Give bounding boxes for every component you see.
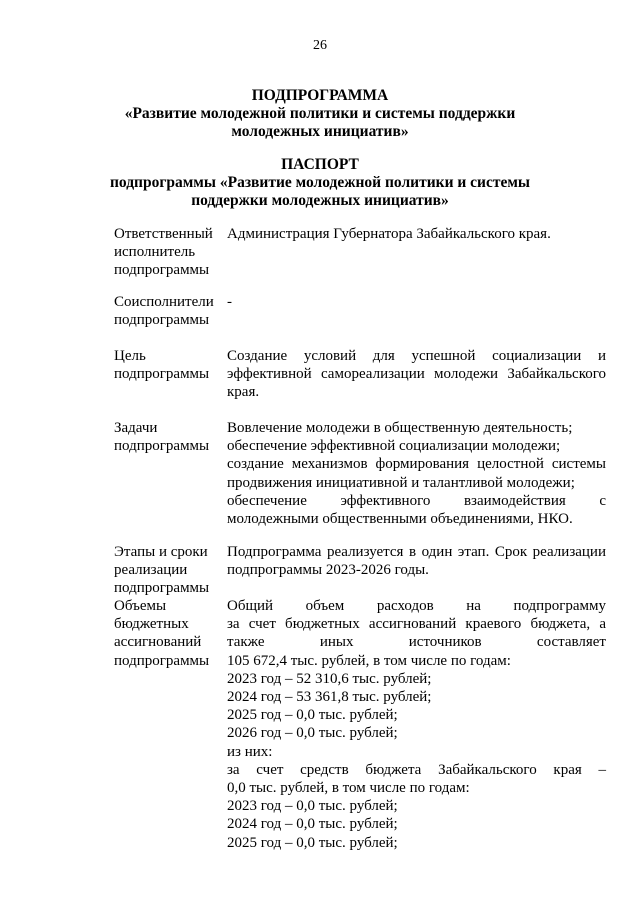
passport-table	[114, 225, 606, 852]
row-label	[114, 597, 227, 670]
row-label	[114, 419, 227, 455]
passport-row-budget	[114, 597, 606, 852]
row-label-line: реализации	[114, 562, 188, 579]
row-value-line: обеспечение эффективной социализации молодежи;	[227, 438, 561, 455]
row-value-line: Подпрограмма реализуется в один этап. Срок реализации	[227, 544, 606, 560]
subprogram-heading-line2: «Развитие молодежной политики и системы поддержки	[124, 105, 516, 122]
row-label-line: бюджетных	[114, 616, 189, 633]
row-value-line: Создание условий для успешной социализации и	[227, 348, 606, 364]
row-label-line: Ответственный	[114, 226, 213, 242]
row-value-line: 0,0 тыс. рублей, в том числе по годам:	[227, 780, 470, 797]
row-value	[227, 597, 606, 852]
row-value-line: 2025 год – 0,0 тыс. рублей;	[227, 707, 398, 724]
row-label-line: Соисполнители	[114, 294, 214, 310]
row-value	[227, 293, 606, 311]
row-value-line: молодежными общественными объединениями, НКО.	[227, 511, 573, 528]
row-value-line: из них:	[227, 743, 273, 760]
passport-row-coexecutors	[114, 293, 606, 347]
row-value-line: эффективной самореализации молодежи Забайкальского	[227, 366, 606, 383]
row-label-line: Задачи	[114, 420, 158, 436]
row-value-line: обеспечение эффективного взаимодействия с	[227, 492, 606, 509]
row-value	[227, 225, 606, 243]
row-value-line: подпрограммы 2023-2026 годы.	[227, 562, 429, 579]
row-label-line: подпрограммы	[114, 366, 210, 383]
row-label-line: подпрограммы	[114, 580, 210, 597]
passport-heading	[0, 156, 640, 210]
subprogram-heading-line3: молодежных инициатив»	[231, 123, 409, 140]
row-label-line: исполнитель	[114, 244, 196, 261]
row-value	[227, 347, 606, 402]
row-label-line: подпрограммы	[114, 652, 210, 669]
row-label	[114, 225, 227, 280]
passport-row-stages	[114, 543, 606, 597]
subprogram-heading	[0, 87, 640, 141]
row-label	[114, 293, 227, 329]
passport-heading-line1: ПАСПОРТ	[281, 156, 359, 173]
row-value-line: Администрация Губернатора Забайкальского края.	[227, 226, 551, 242]
passport-heading-line2: подпрограммы «Развитие молодежной политики и системы	[109, 174, 531, 191]
row-value-line: за счет средств бюджета Забайкальского края –	[227, 761, 606, 778]
row-value	[227, 419, 606, 528]
row-value-line: 2025 год – 0,0 тыс. рублей;	[227, 834, 398, 851]
row-value-line: 2023 год – 52 310,6 тыс. рублей;	[227, 670, 432, 687]
row-value-line: 2024 год – 53 361,8 тыс. рублей;	[227, 689, 432, 706]
row-value	[227, 543, 606, 579]
row-label-line: Цель	[114, 348, 146, 364]
row-label	[114, 347, 227, 383]
row-value-line: края.	[227, 384, 260, 401]
row-label-line: подпрограммы	[114, 312, 210, 329]
row-value-line: 2023 год – 0,0 тыс. рублей;	[227, 798, 398, 815]
row-value-line: Вовлечение молодежи в общественную деятельность;	[227, 420, 573, 436]
row-label-line: подпрограммы	[114, 262, 210, 279]
row-label-line: ассигнований	[114, 634, 202, 651]
row-label-line: Этапы и сроки	[114, 544, 208, 560]
subprogram-heading-line1: ПОДПРОГРАММА	[251, 87, 389, 104]
row-label-line: Объемы	[114, 598, 167, 614]
page-number: 26	[313, 38, 327, 53]
row-value-line: 2024 год – 0,0 тыс. рублей;	[227, 816, 398, 833]
passport-heading-line3: поддержки молодежных инициатив»	[191, 192, 449, 209]
row-value-line: Общий объем расходов на подпрограмму	[227, 598, 606, 614]
row-label	[114, 543, 227, 598]
passport-row-goal	[114, 347, 606, 419]
row-label-line: подпрограммы	[114, 438, 210, 455]
row-value-line: 105 672,4 тыс. рублей, в том числе по годам:	[227, 652, 511, 669]
row-value-line: также иных источников составляет	[227, 634, 606, 651]
row-value-line: за счет бюджетных ассигнований краевого бюджета, а	[227, 616, 606, 633]
passport-row-responsible	[114, 225, 606, 293]
row-value-line: продвижения инициативной и талантливой молодежи;	[227, 474, 575, 491]
row-value-line: -	[227, 294, 232, 310]
row-value-line: создание механизмов формирования целостной системы	[227, 456, 606, 473]
row-value-line: 2026 год – 0,0 тыс. рублей;	[227, 725, 398, 742]
passport-row-tasks	[114, 419, 606, 543]
